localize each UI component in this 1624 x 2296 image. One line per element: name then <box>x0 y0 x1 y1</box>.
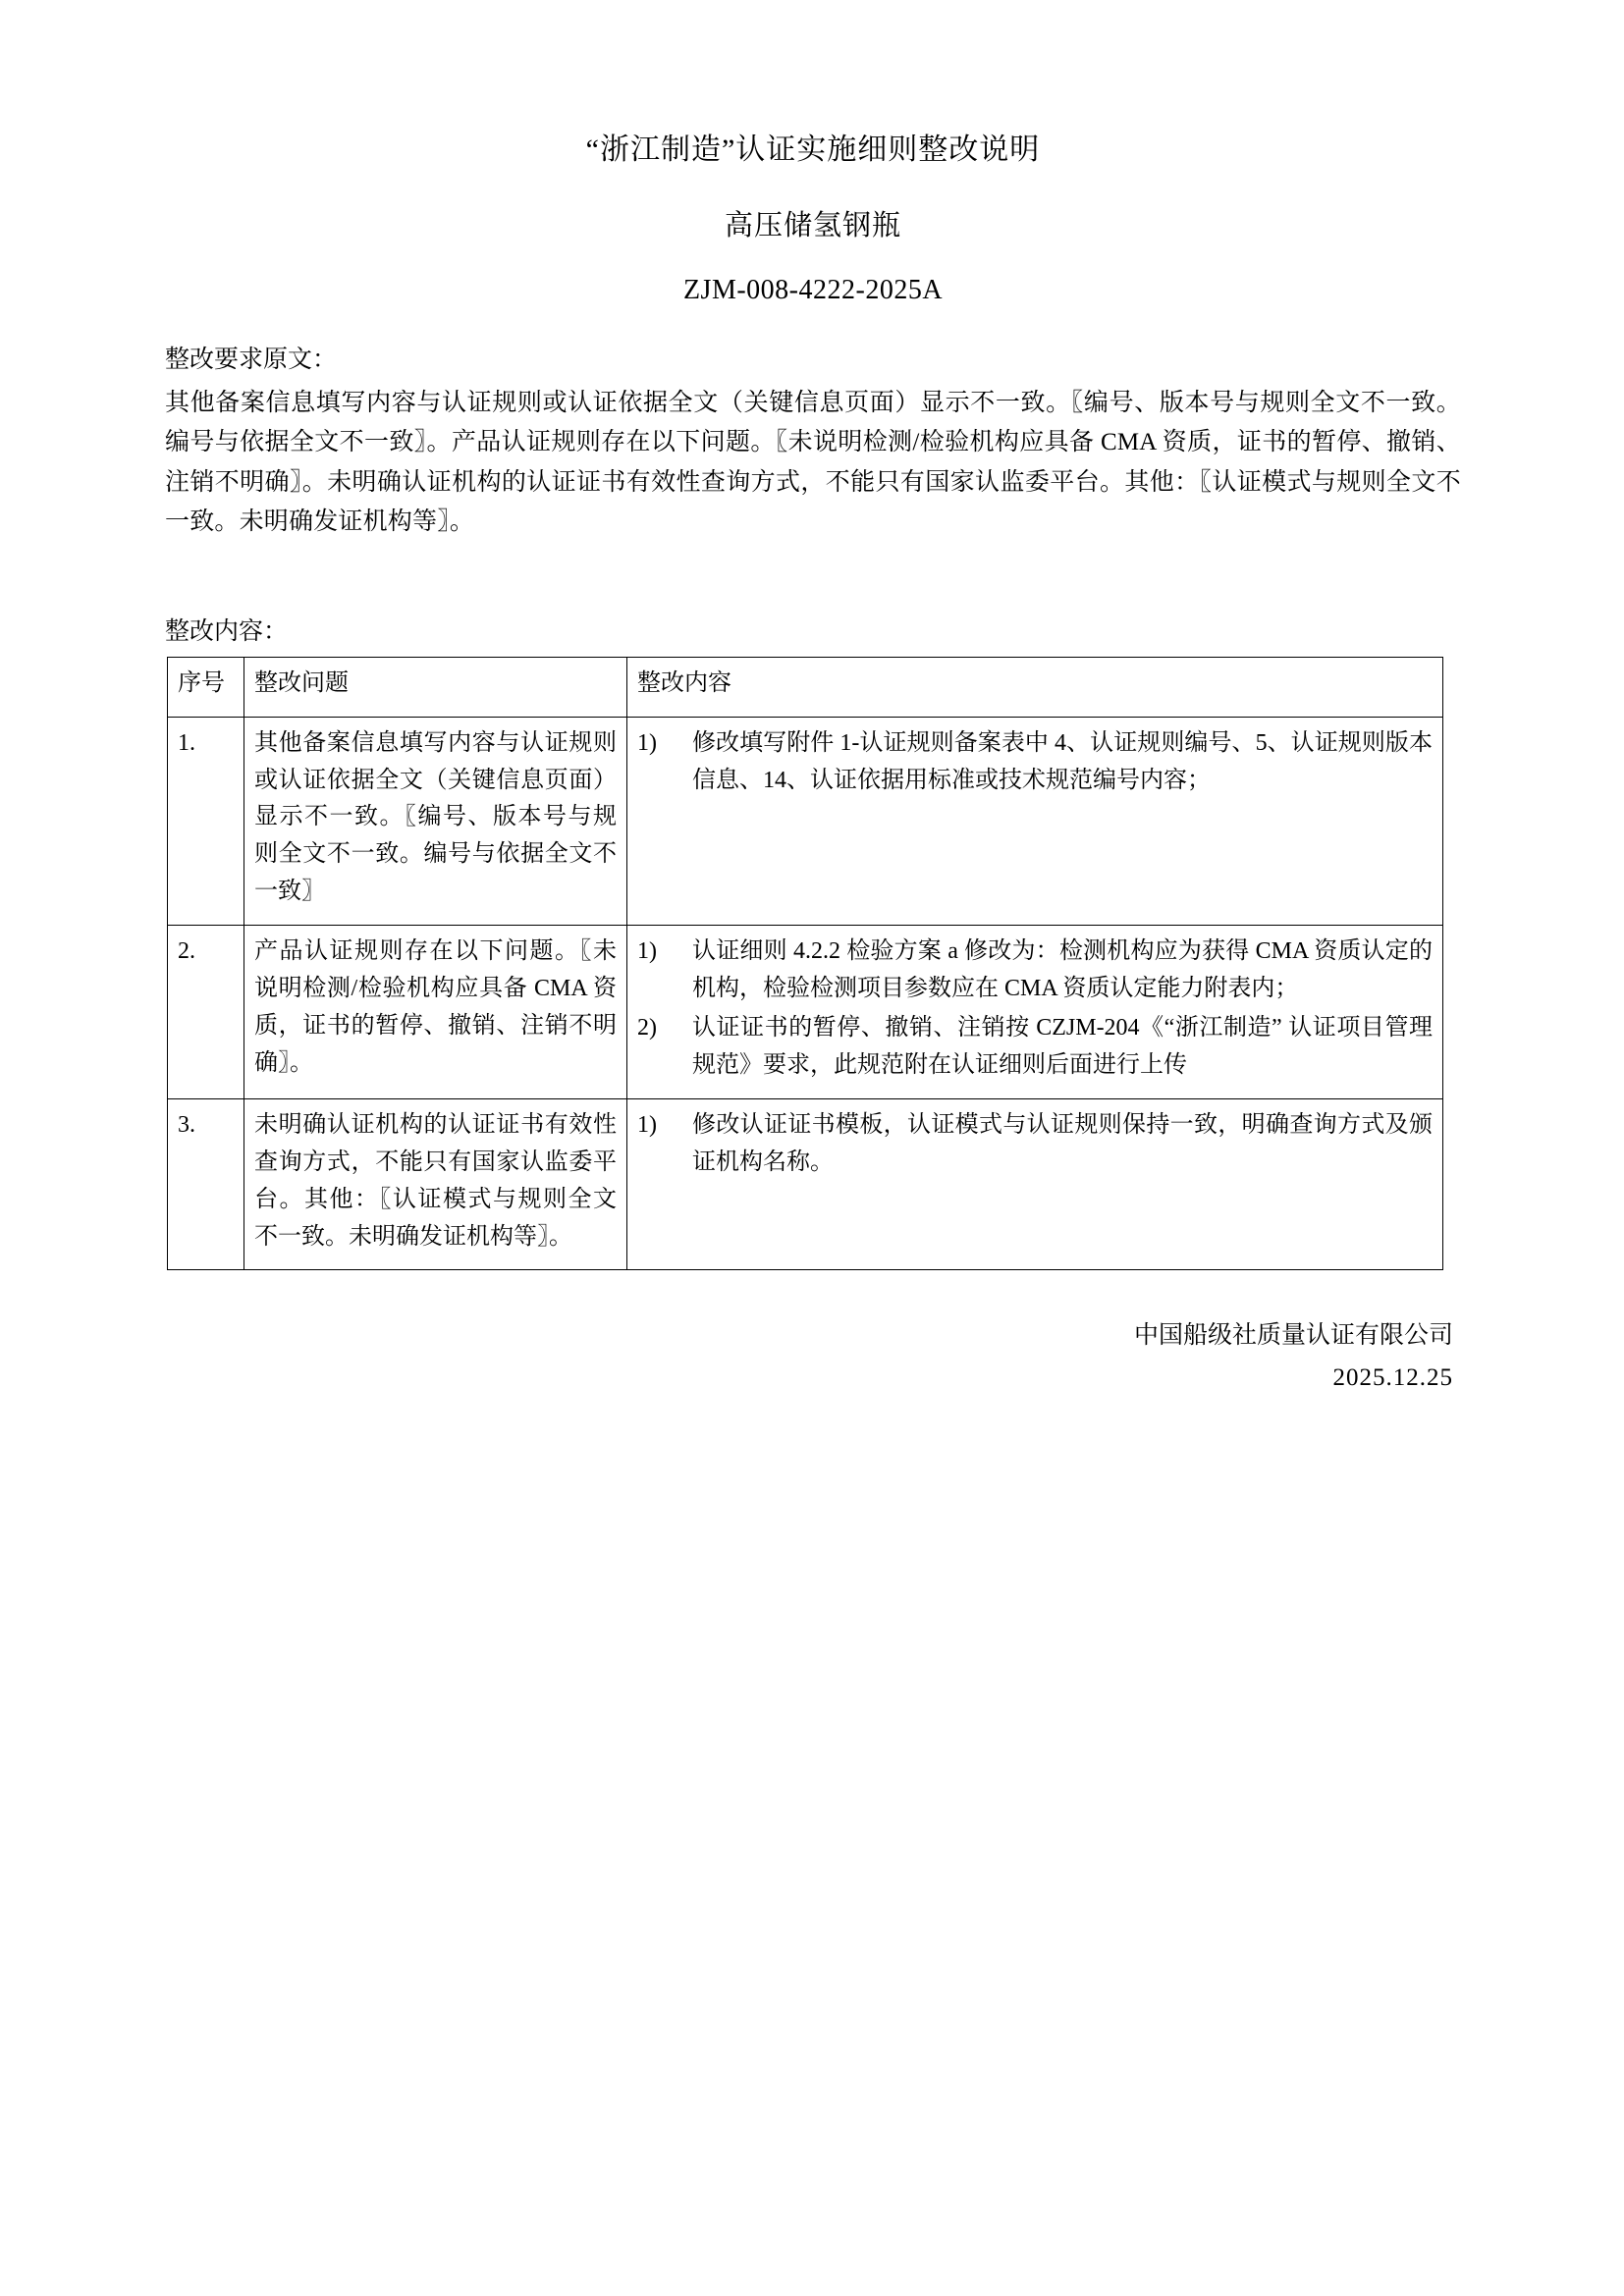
row-action <box>627 717 1443 926</box>
action-marker: 2) <box>637 1015 657 1041</box>
content-label: 整改内容： <box>165 617 289 645</box>
row-no: 3. <box>168 1098 244 1270</box>
table-row <box>168 1098 1443 1270</box>
row-issue: 未明确认证机构的认证证书有效性查询方式，不能只有国家认监委平台。其他：〖认证模式与规则全文不一致。未明确发证机构等〗。 <box>244 1098 627 1270</box>
table-header-issue: 整改问题 <box>244 657 627 717</box>
action-text: 认证证书的暂停、撤销、注销按 CZJM-204《“浙江制造” 认证项目管理规范》要求，此规范附在认证细则后面进行上传 <box>692 1015 1433 1078</box>
signature-organization: 中国船级社质量认证有限公司 <box>1133 1322 1453 1350</box>
action-item <box>637 1010 1433 1085</box>
row-issue: 其他备案信息填写内容与认证规则或认证依据全文（关键信息页面）显示不一致。〖编号、版本号与规则全文不一致。编号与依据全文不一致〗 <box>244 717 627 926</box>
document-content <box>165 0 1461 1399</box>
row-no: 2. <box>168 926 244 1099</box>
action-item <box>637 934 1433 1008</box>
action-text: 认证细则 4.2.2 检验方案 a 修改为：检测机构应为获得 CMA 资质认定的机构，检验检测项目参数应在 CMA 资质认定能力附表内； <box>692 938 1433 1002</box>
signature-date: 2025.12.25 <box>1332 1363 1453 1391</box>
table-row <box>168 926 1443 1099</box>
signature-block <box>165 1315 1461 1399</box>
requirement-label: 整改要求原文： <box>165 347 338 373</box>
action-item <box>637 725 1433 800</box>
table-row <box>168 717 1443 926</box>
action-marker: 1) <box>637 729 657 756</box>
table-header-action: 整改内容 <box>627 657 1443 717</box>
action-marker: 1) <box>637 938 657 965</box>
document-subtitle: 高压储氢钢瓶 <box>724 210 901 241</box>
row-action <box>627 1098 1443 1270</box>
action-text: 修改认证证书模板，认证模式与认证规则保持一致，明确查询方式及颁证机构名称。 <box>692 1111 1433 1175</box>
document-code: ZJM-008-4222-2025A <box>682 275 944 305</box>
title-block <box>165 128 1461 306</box>
table-header-no: 序号 <box>168 657 244 717</box>
requirement-text: 其他备案信息填写内容与认证规则或认证依据全文（关键信息页面）显示不一致。〖编号、版本号与规则全文不一致。编号与依据全文不一致〗。产品认证规则存在以下问题。〖未说明检测/检验机构应具备 CMA 资质，证书的暂停、撤销、注销不明确〗。未明确认证机构的认证证书有效性查询方式，不能只有国家认监委平台。其他：〖认证模式与规则全文不一致。未明确发证机构等〗。 <box>165 389 1461 536</box>
section-spacer <box>165 543 1461 582</box>
rectification-table <box>167 657 1443 1271</box>
page-title: “浙江制造”认证实施细则整改说明 <box>585 133 1041 166</box>
action-marker: 1) <box>637 1111 657 1138</box>
table-header-row <box>168 657 1443 717</box>
action-text: 修改填写附件 1-认证规则备案表中 4、认证规则编号、5、认证规则版本信息、14、认证依据用标准或技术规范编号内容； <box>692 729 1433 793</box>
row-action <box>627 926 1443 1099</box>
action-item <box>637 1107 1433 1182</box>
row-no: 1. <box>168 717 244 926</box>
row-issue: 产品认证规则存在以下问题。〖未说明检测/检验机构应具备 CMA 资质，证书的暂停、撤销、注销不明确〗。 <box>244 926 627 1099</box>
